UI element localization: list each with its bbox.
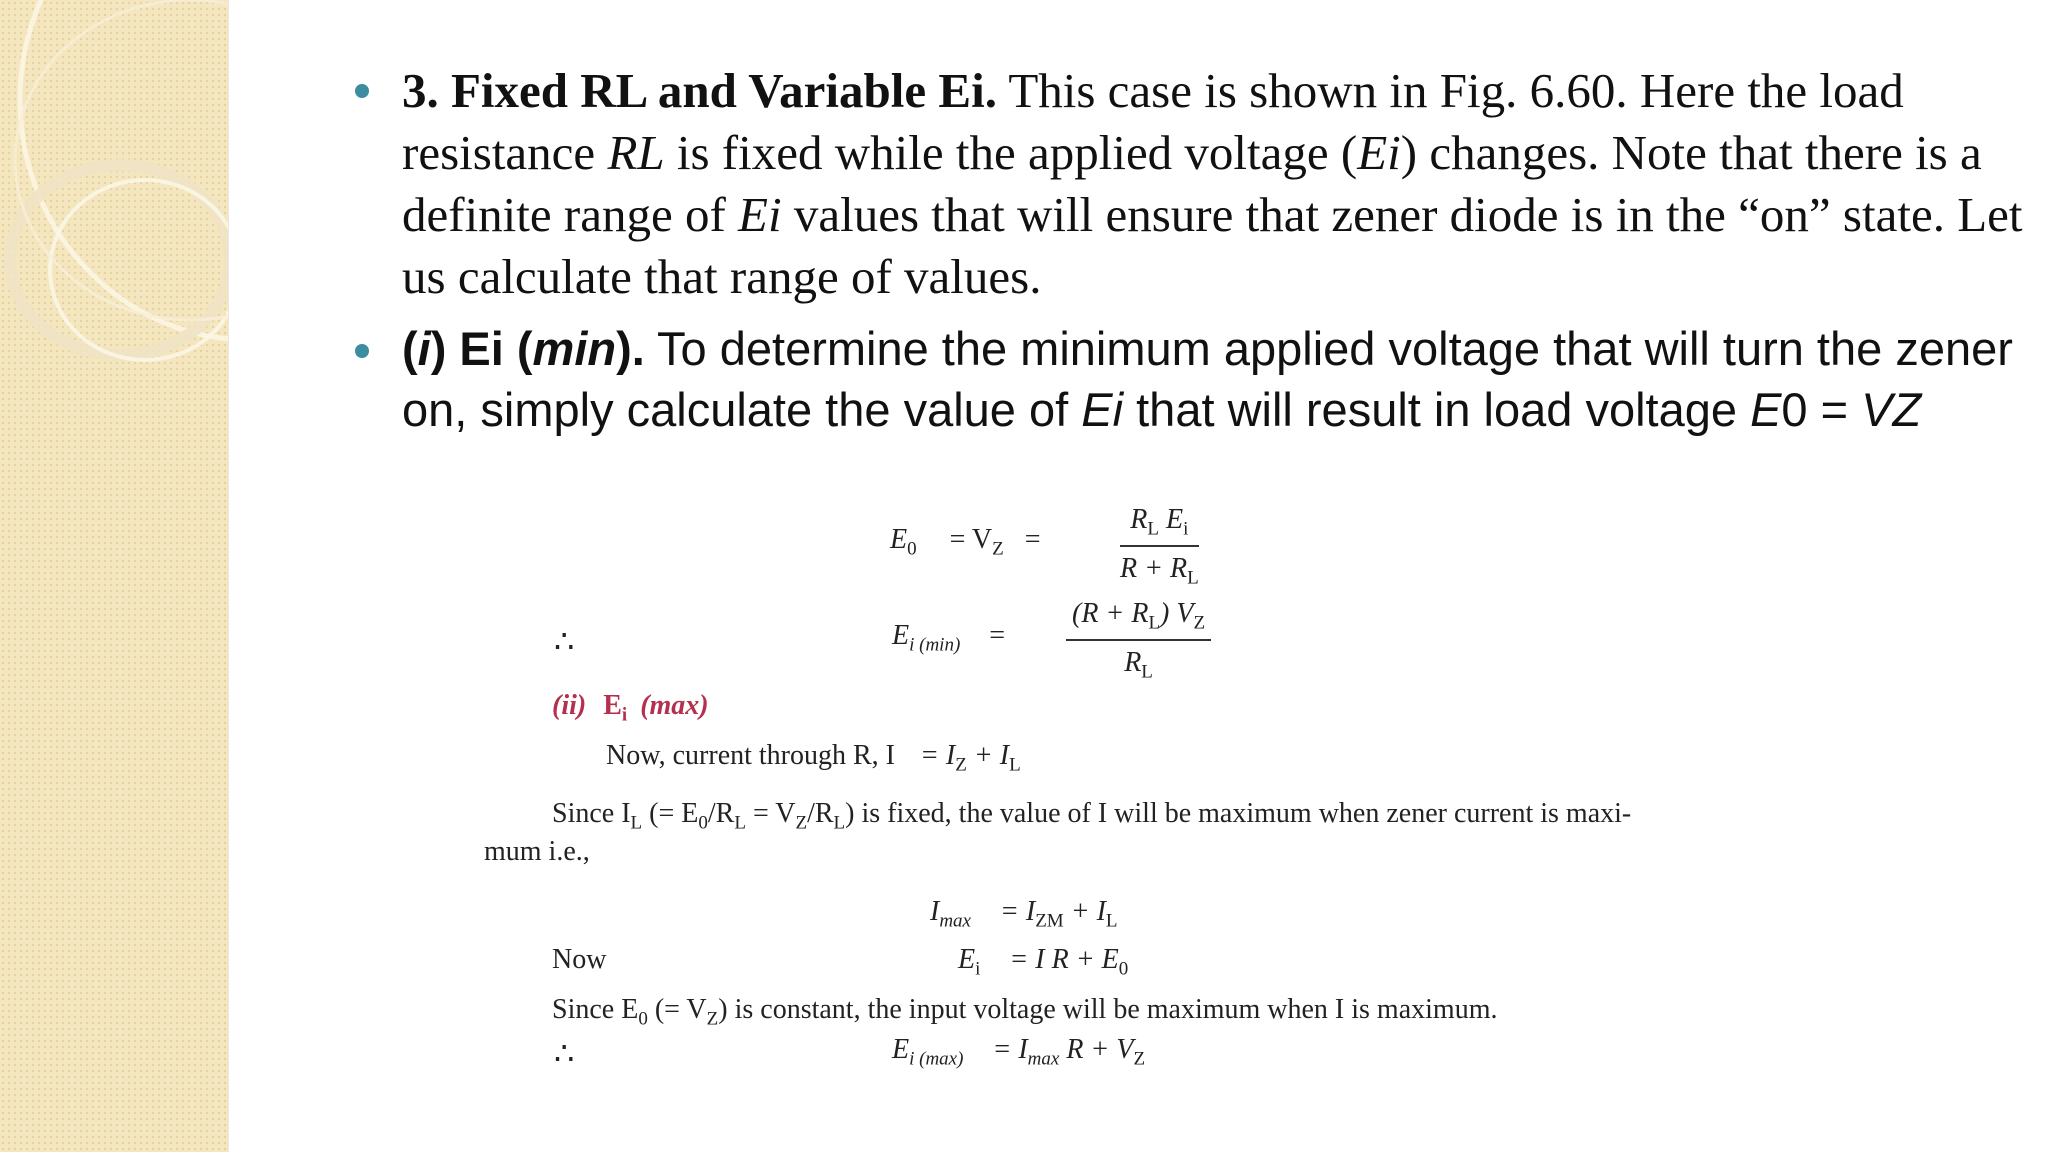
eq-symbol: + I (966, 740, 1010, 771)
eq-sub: max (939, 910, 971, 932)
eq-sub: L (1141, 661, 1153, 683)
eq-sub: i (max) (909, 1048, 964, 1070)
eq-sub: Z (706, 1008, 719, 1030)
text-run: = V (745, 798, 796, 829)
eq-sub: L (1187, 567, 1199, 589)
decorative-sidebar (0, 0, 229, 1152)
text-run: ( (402, 322, 418, 375)
eq-sub: 0 (907, 538, 917, 560)
eq-sub: L (630, 812, 643, 834)
since-line-1-cont: mum i.e., (484, 836, 590, 867)
text-run: Since E (552, 994, 639, 1025)
fraction-numerator (1066, 598, 1211, 641)
eq-symbol: E (890, 524, 908, 555)
eq-symbol: E (1159, 504, 1184, 535)
text-run: (= V (647, 994, 707, 1025)
eq-sub: L (1147, 518, 1160, 540)
fraction (1066, 598, 1211, 683)
eq-sub: i (min) (909, 634, 961, 656)
text-run: ) changes. Note that there is a definite range of (402, 125, 1982, 242)
eq-symbol: = I (992, 1034, 1028, 1065)
heading-part: (ii) (552, 690, 587, 721)
eq-sub: L (1148, 612, 1161, 634)
equation-e0 (890, 524, 1041, 561)
eq-symbol: E (892, 620, 910, 651)
text-run: This case is shown in Fig. 6.60. Here the load resistance (402, 63, 1904, 180)
eq-part (999, 896, 1118, 932)
since-line-1 (552, 798, 1631, 835)
text-run: is fixed while the applied voltage ( (664, 125, 1358, 180)
eq-sub: L (1009, 754, 1021, 776)
since-line-2 (552, 994, 1497, 1031)
text-run: /R (707, 798, 735, 829)
eq-part (920, 740, 1021, 776)
equation-figure (440, 486, 1970, 1106)
therefore-icon: ∴ (554, 623, 575, 659)
text-run: ) is constant, the input voltage will be maximum when I is maximum. (718, 994, 1498, 1025)
eq-sub: L (734, 812, 746, 834)
eq-symbol: = I (999, 896, 1036, 927)
eq-symbol: = I (920, 740, 956, 771)
eq-symbol: R (1130, 504, 1148, 535)
text-run: ) is fixed, the value of I will be maximum when zener current is maxi- (845, 798, 1632, 829)
text-run: min (532, 322, 617, 375)
eq-part (992, 1034, 1146, 1070)
symbol-rl: RL (607, 125, 665, 180)
fraction-denominator (1120, 547, 1199, 590)
fraction-numerator (1120, 504, 1199, 547)
eq-sub: L (833, 812, 846, 834)
heading-part: E (603, 690, 622, 721)
eq-sub: 0 (638, 1008, 648, 1030)
text-run: i (417, 322, 431, 375)
eq-sub: Z (1193, 612, 1206, 634)
now-label: Now (552, 944, 607, 975)
eq-symbol: R + R (1120, 552, 1188, 584)
eq-symbol: + I (1063, 896, 1106, 927)
text-run: Now, current through R, I (606, 740, 896, 771)
eq-symbol: R (1124, 646, 1142, 678)
text-run: (= E (642, 798, 699, 829)
text-run: /R (807, 798, 834, 829)
eq-sub: 0 (1118, 958, 1129, 980)
eq-sub: max (1027, 1048, 1060, 1070)
swirl-ornament-icon (0, 0, 228, 1152)
bullet-heading (402, 322, 645, 375)
eq-symbol: E (892, 1034, 910, 1065)
eq-part: = (989, 620, 1006, 651)
eq-symbol: E (958, 944, 976, 975)
equation-imax (930, 896, 1118, 933)
symbol-vz: VZ (1861, 383, 1922, 436)
eq-sub: L (1105, 910, 1118, 932)
bullet-text (402, 60, 2042, 308)
equation-ei (958, 944, 1128, 981)
eq-symbol: I (930, 896, 940, 927)
heading-part: (max) (640, 690, 709, 721)
text-run: ) Ei ( (430, 322, 533, 375)
therefore-icon: ∴ (554, 1035, 575, 1071)
eq-symbol: R + V (1059, 1034, 1134, 1065)
eq-part: = (1024, 524, 1041, 555)
eq-sub: Z (955, 754, 967, 776)
eq-sub: Z (795, 812, 808, 834)
eq-sub: ZM (1035, 910, 1064, 932)
bullet-heading: 3. Fixed RL and Variable Ei. (402, 63, 997, 118)
eq-part (1009, 944, 1129, 980)
fraction (1120, 504, 1199, 589)
eq-sub: Z (1133, 1048, 1146, 1070)
text-run: that will result in load voltage (1123, 383, 1751, 436)
eq-sub: 0 (698, 812, 708, 834)
symbol-e: E (1750, 383, 1782, 436)
text-run: Since I (552, 798, 631, 829)
bullet-dot-icon (355, 84, 369, 98)
equation-ei-max (892, 1034, 1145, 1071)
eq-symbol: (R + R (1072, 598, 1149, 629)
symbol-ei: Ei (1081, 383, 1124, 436)
eq-part (949, 524, 1004, 560)
eq-symbol: = I R + E (1009, 944, 1119, 975)
eq-sub: Z (992, 538, 1004, 560)
equation-ei-min (892, 620, 1005, 657)
text-run: 0 = (1781, 383, 1862, 436)
text-run: ). (616, 322, 645, 375)
now-current-line (606, 740, 1021, 777)
eq-sub: i (1183, 518, 1189, 540)
bullet-dot-icon (355, 344, 369, 358)
fraction-denominator (1066, 641, 1211, 684)
section-heading-ii (552, 690, 709, 727)
symbol-ei: Ei (1357, 125, 1401, 180)
symbol-ei: Ei (738, 187, 782, 242)
bullet-text (402, 318, 2042, 440)
eq-sub: i (975, 958, 981, 980)
text-run: To determine the minimum applied voltage that will turn the zener on, simply calculate the value of (402, 322, 2013, 436)
eq-symbol: ) V (1160, 598, 1194, 629)
heading-sub: i (621, 704, 628, 726)
eq-part: = V (949, 524, 993, 555)
text-run: values that will ensure that zener diode is in the “on” state. Let us calculate that range of values. (402, 187, 2023, 304)
